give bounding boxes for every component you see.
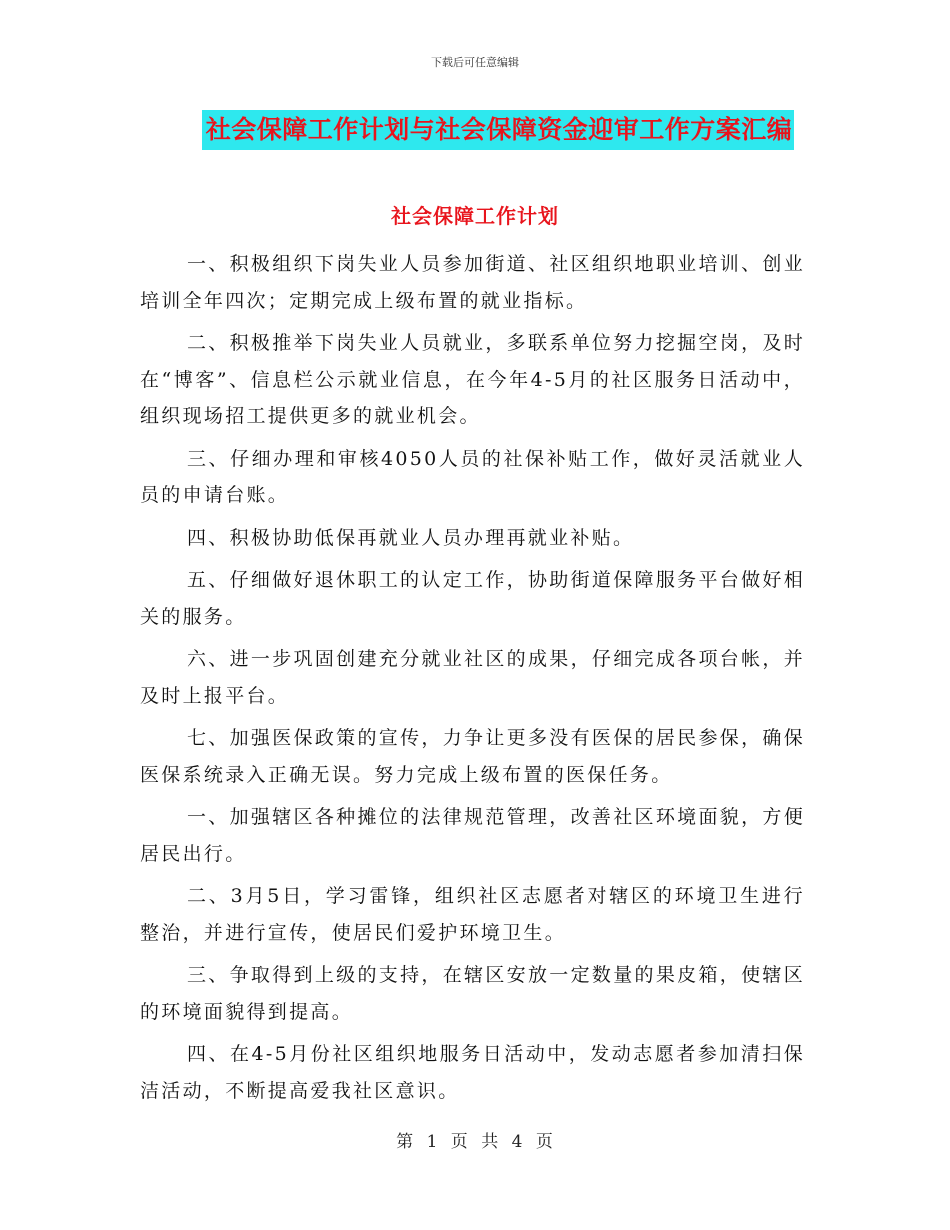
paragraph: 一、加强辖区各种摊位的法律规范管理，改善社区环境面貌，方便居民出行。 (140, 806, 805, 865)
paragraph: 一、积极组织下岗失业人员参加街道、社区组织地职业培训、创业培训全年四次；定期完成上级布置的就业指标。 (140, 253, 805, 312)
paragraph: 六、进一步巩固创建充分就业社区的成果，仔细完成各项台帐，并及时上报平台。 (140, 648, 805, 707)
paragraph: 四、在4-5月份社区组织地服务日活动中，发动志愿者参加清扫保洁活动，不断提高爱我社区意识。 (140, 1043, 805, 1102)
body-text (140, 246, 805, 1115)
paragraph: 三、仔细办理和审核4050人员的社保补贴工作，做好灵活就业人员的申请台账。 (140, 447, 805, 506)
header-note: 下载后可任意编辑 (431, 56, 519, 69)
main-title-wrap (0, 110, 950, 150)
paragraph: 二、3月5日，学习雷锋，组织社区志愿者对辖区的环境卫生进行整治，并进行宣传，使居民们爱护环境卫生。 (140, 885, 805, 944)
paragraph: 四、积极协助低保再就业人员办理再就业补贴。 (187, 526, 635, 549)
paragraph: 七、加强医保政策的宣传，力争让更多没有医保的居民参保，确保医保系统录入正确无误。努力完成上级布置的医保任务。 (140, 727, 805, 786)
paragraph: 五、仔细做好退休职工的认定工作，协助街道保障服务平台做好相关的服务。 (140, 569, 805, 628)
paragraph: 三、争取得到上级的支持，在辖区安放一定数量的果皮箱，使辖区的环境面貌得到提高。 (140, 964, 805, 1023)
page-footer: 第 1 页 共 4 页 (396, 1132, 554, 1152)
main-title: 社会保障工作计划与社会保障资金迎审工作方案汇编 (202, 110, 795, 150)
paragraph: 二、积极推举下岗失业人员就业，多联系单位努力挖掘空岗，及时在“博客”、信息栏公示就业信息，在今年4-5月的社区服务日活动中，组织现场招工提供更多的就业机会。 (140, 332, 805, 427)
section-title: 社会保障工作计划 (391, 204, 559, 228)
